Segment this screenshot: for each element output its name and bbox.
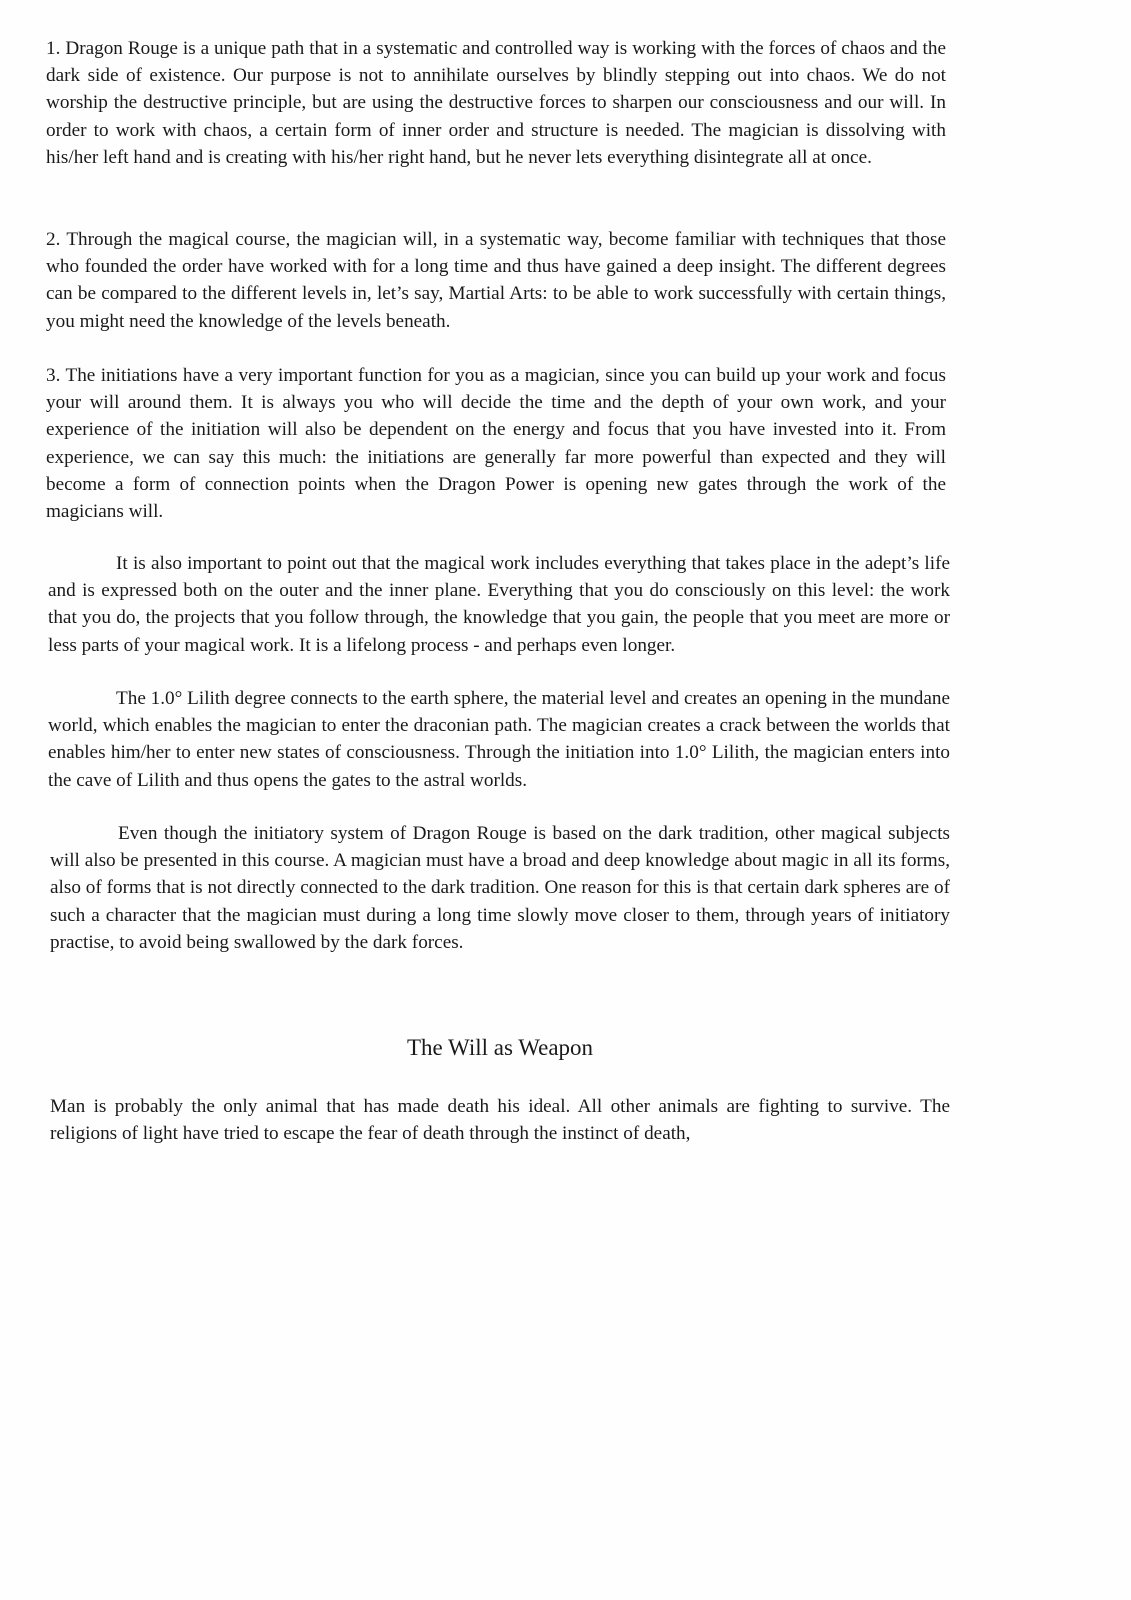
paragraph-text: The 1.0° Lilith degree connects to the earth sphere, the material level and creates an opening in the mundane world, which enables the magician to enter the draconian path. The magician creates a crack between the worlds that enables him/her to enter new states of consciousness. Through the initiation into 1.0° Lilith, the magician enters into the cave of Lilith and thus opens the gates to the astral worlds. bbox=[48, 688, 950, 791]
paragraph-1 bbox=[46, 35, 946, 171]
paragraph-2 bbox=[46, 226, 946, 335]
paragraph-7 bbox=[50, 1093, 950, 1147]
section-heading: The Will as Weapon bbox=[406, 1035, 594, 1060]
paragraph-5 bbox=[48, 685, 950, 794]
paragraph-text: 3. The initiations have a very important function for you as a magician, since you can build up your work and focus your will around them. It is always you who will decide the time and the depth of your own work, and your experience of the initiation will also be dependent on the energy and focus that you have invested into it. From experience, we can say this much: the initiations are generally far more powerful than expected and they will become a form of connection points when the Dragon Power is opening new gates through the work of the magicians will. bbox=[46, 365, 946, 523]
paragraph-text: 1. Dragon Rouge is a unique path that in a systematic and controlled way is working with the forces of chaos and the dark side of existence. Our purpose is not to annihilate ourselves by blindly stepping out into chaos. We do not worship the destructive principle, but are using the destructive forces to sharpen our consciousness and our will. In order to work with chaos, a certain form of inner order and structure is needed. The magician is dissolving with his/her left hand and is creating with his/her right hand, but he never lets everything disintegrate all at once. bbox=[46, 38, 946, 168]
paragraph-3 bbox=[46, 362, 946, 525]
paragraph-6 bbox=[50, 820, 950, 956]
paragraph-text: Man is probably the only animal that has made death his ideal. All other animals are fighting to survive. The religions of light have tried to escape the fear of death through the instinct of death, bbox=[50, 1096, 950, 1145]
paragraph-4 bbox=[48, 550, 950, 659]
paragraph-text: 2. Through the magical course, the magician will, in a systematic way, become familiar with techniques that those who founded the order have worked with for a long time and thus have gained a deep insight. The different degrees can be compared to the different levels in, let’s say, Martial Arts: to be able to work successfully with certain things, you might need the knowledge of the levels beneath. bbox=[46, 229, 946, 332]
paragraph-text: Even though the initiatory system of Dragon Rouge is based on the dark tradition, other magical subjects will also be presented in this course. A magician must have a broad and deep knowledge about magic in all its forms, also of forms that is not directly connected to the dark tradition. One reason for this is that certain dark spheres are of such a character that the magician must during a long time slowly move closer to them, through years of initiatory practise, to avoid being swallowed by the dark forces. bbox=[50, 823, 950, 953]
paragraph-text: It is also important to point out that the magical work includes everything that takes place in the adept’s life and is expressed both on the outer and the inner plane. Everything that you do consciously on this level: the work that you do, the projects that you follow through, the knowledge that you gain, the people that you meet are more or less parts of your magical work. It is a lifelong process - and perhaps even longer. bbox=[48, 553, 950, 656]
